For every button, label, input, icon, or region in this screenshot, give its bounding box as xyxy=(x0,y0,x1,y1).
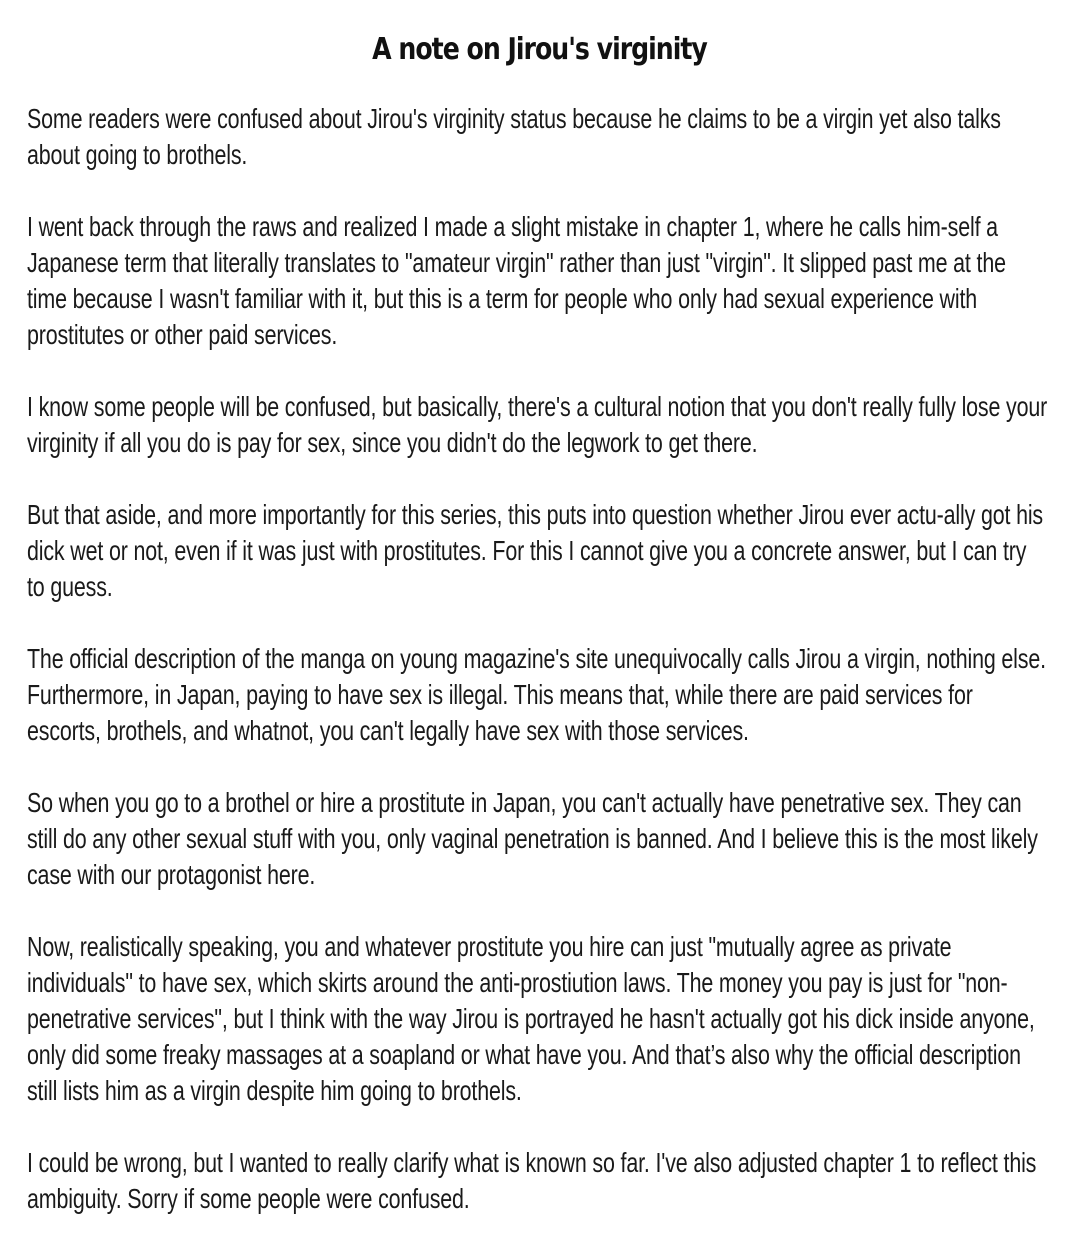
paragraph-4: But that aside, and more importantly for this series, this puts into question whether Jirou ever actu-ally got his dick wet or not, even if it was just with prostitutes. For this I cannot give you a concrete answer, but I can try to guess. xyxy=(27,499,1043,602)
paragraph-8: I could be wrong, but I wanted to really clarify what is known so far. I've also adjusted chapter 1 to reflect this ambiguity. Sorry if some people were confused. xyxy=(27,1147,1037,1214)
paragraph-2: I went back through the raws and realized I made a slight mistake in chapter 1, where he calls him-self a Japanese term that literally translates to "amateur virgin" rather than just "virgin". It slipped past me at the time because I wasn't familiar with it, but this is a term for people who only had sexual experience with prostitutes or other paid services. xyxy=(27,211,1006,350)
paragraph-7: Now, realistically speaking, you and whatever prostitute you hire can just "mutually agree as private individuals" to have sex, which skirts around the anti-prostiution laws. The money you pay is just for "non-penetrative services", but I think with the way Jirou is portrayed he hasn't actually got his dick inside anyone, only did some freaky massages at a soapland or what have you. And that’s also why the official description still lists him as a virgin despite him going to brothels. xyxy=(27,931,1035,1106)
note-title: A note on Jirou's virginity xyxy=(372,32,707,67)
paragraph-6: So when you go to a brothel or hire a prostitute in Japan, you can't actually have penetrative sex. They can still do any other sexual stuff with you, only vaginal penetration is banned. And I believe this is the most likely case with our protagonist here. xyxy=(27,787,1038,890)
paragraph-1: Some readers were confused about Jirou's virginity status because he claims to be a virgin yet also talks about going to brothels. xyxy=(27,103,1001,170)
paragraph-3: I know some people will be confused, but basically, there's a cultural notion that you don't really fully lose your virginity if all you do is pay for sex, since you didn't do the legwork to get there. xyxy=(27,391,1048,458)
paragraph-5: The official description of the manga on young magazine's site unequivocally calls Jirou a virgin, nothing else. Furthermore, in Japan, paying to have sex is illegal. This means that, while there are paid services for escorts, brothels, and whatnot, you can't legally have sex with those services. xyxy=(27,643,1046,746)
